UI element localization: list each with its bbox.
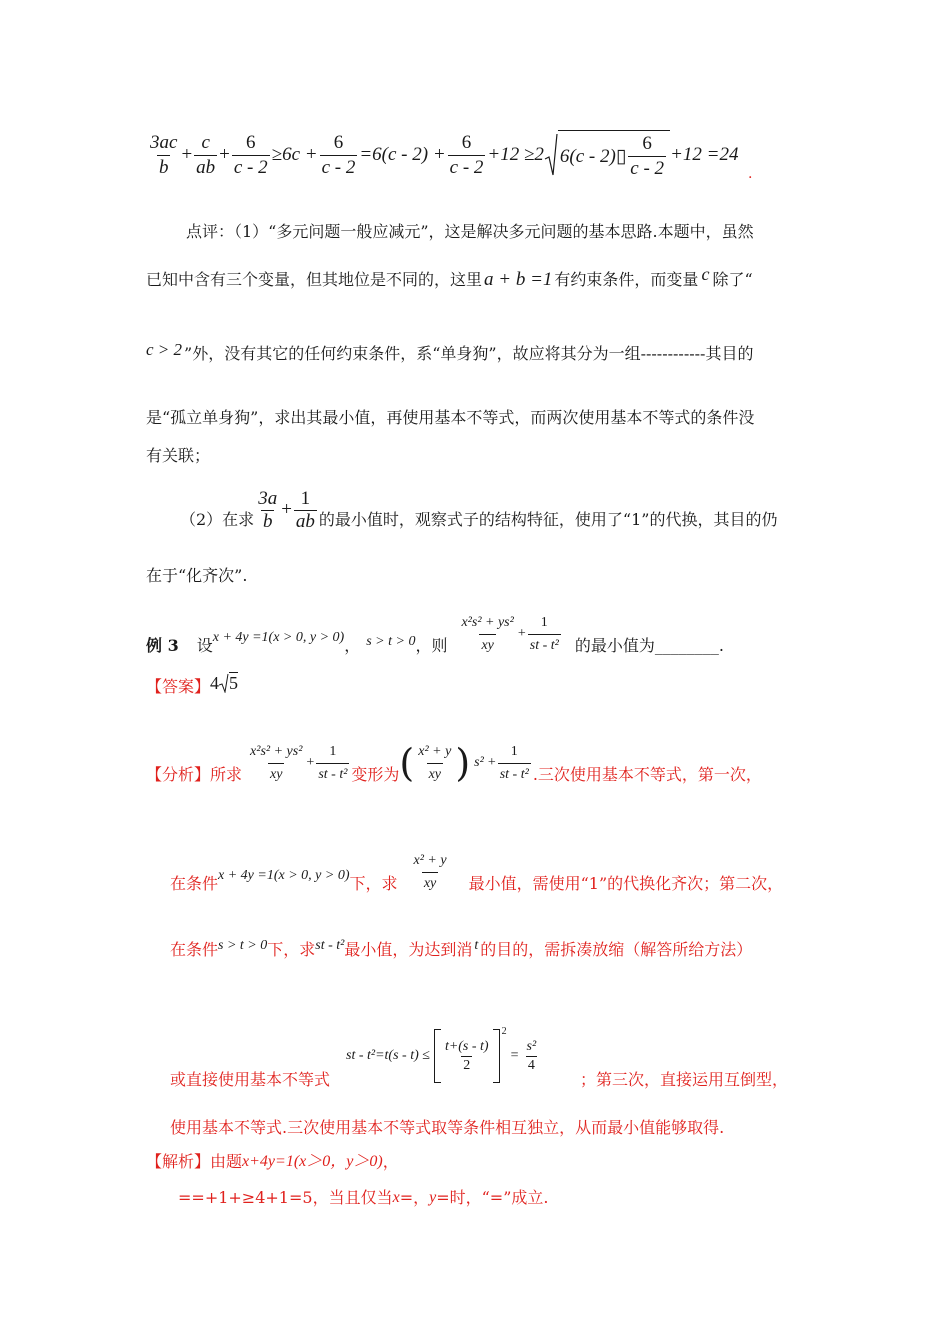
right-bracket (493, 1029, 500, 1083)
analysis-line-2: 在条件 x + 4y =1(x > 0, y > 0) 下，求 $\frac{\text{x² + y}}{xy}$ 最小值，需使用“1”的代换化齐次；第二次， (170, 852, 784, 893)
fraction: $\frac{t+(s - t)}{2}$ (444, 1038, 489, 1073)
solution-line-1: 【解析】 由题 x+4y=1(x＞0，y＞0) ， (146, 1152, 399, 1171)
example-3: 例 3 设 x + 4y =1(x > 0, y > 0) ， s > t > 0 ，则 $\frac{\text{x²s² + ys²}}{xy}$ + $\frac{1}{\text{st - t²}}$ 的最小值为________. (146, 614, 724, 655)
analysis-formula: st - t²=t(s - t) ≤ $\frac{t+(s - t)}{2}$ 2 = $\frac{\text{s²}}{4}$ (346, 1026, 540, 1086)
math-inline: x + 4y =1(x > 0, y > 0) (212, 630, 345, 645)
fraction: $\frac{3ac}{b}$ (150, 131, 178, 178)
math-inline: a + b =1 (484, 269, 553, 290)
fraction: $\frac{c}{ab}$ (196, 131, 216, 178)
radical-sign-icon (219, 673, 229, 693)
sqrt (544, 130, 670, 180)
comment-line-3: c > 2 ”外，没有其它的任何约束条件，系“单身狗”，故应将其分为一组------------其目的 (146, 340, 754, 363)
radical-sign-icon (544, 133, 558, 177)
formula-segment: +12 ≥2 (487, 144, 544, 165)
solution-line-2: ==+1+≥4+1=5，当且仅当 x =， y =时，“=”成立. (178, 1188, 549, 1207)
fraction: $\frac{1}{\text{st - t²}}$ (316, 742, 349, 785)
fraction: $\frac{6}{c - 2}$ (449, 131, 484, 178)
fraction: $\frac{6}{c - 2}$ (630, 133, 665, 179)
comment-line-6: （2）在求 $\frac{3a}{b}$ + $\frac{1}{ab}$ 的最小值时，观察式子的结构特征，使用了“1”的代换，其目的仍 (180, 487, 778, 532)
comment-line-7: 在于“化齐次”. (146, 566, 248, 585)
fraction: $\frac{6}{c - 2}$ (321, 131, 356, 178)
answer (146, 672, 239, 697)
example-label: 例 3 (146, 636, 179, 655)
top-formula: $\frac{3ac}{b}$ + $\frac{c}{ab}$ + $\frac{6}{c - 2}$ ≥6c + $\frac{6}{c - 2}$ =6(c - 2) + $\frac{6}{c - 2}$ +12 ≥2 6(c - 2)▯ $\frac{6}{c - 2}$ +12 =24 (150, 131, 739, 179)
comment-line-4: 是“孤立单身狗”，求出其最小值，再使用基本不等式，而两次使用基本不等式的条件没 (146, 408, 755, 427)
fraction: $\frac{1}{ab}$ (295, 487, 315, 532)
fraction: $\frac{1}{\text{st - t²}}$ (528, 613, 561, 656)
analysis-label: 【分析】 (146, 765, 211, 784)
analysis-line-5: 使用基本不等式.三次使用基本不等式取等条件相互独立，从而最小值能够取得. (170, 1118, 725, 1137)
fraction: $\frac{\text{x² + y}}{xy}$ (412, 851, 449, 894)
analysis-line-3: 在条件 s > t > 0 下，求 st - t² 最小值，为达到消 t 的目的，需拆凑放缩（解答所给方法） (170, 938, 753, 959)
math-inline: s > t > 0 (218, 938, 268, 953)
fraction: $\frac{6}{c - 2}$ (233, 131, 268, 178)
math-inline: x+4y=1(x＞0，y＞0) (242, 1153, 383, 1170)
fraction: $\frac{\text{x²s² + ys²}}{xy}$ (248, 742, 304, 785)
stray-dot: . (748, 166, 753, 182)
answer-value: 4 5 (210, 672, 239, 693)
analysis-line-4b: ；第三次，直接运用互倒型， (580, 1070, 789, 1089)
math-inline: t (474, 938, 479, 953)
left-bracket (434, 1029, 441, 1083)
formula-segment: ≥6c + (271, 144, 318, 165)
comment-line-5: 有关联； (146, 446, 211, 465)
math-inline: s > t > 0 (366, 634, 416, 649)
formula-segment: +12 =24 (670, 144, 739, 165)
formula-segment: =6(c - 2) + (359, 144, 446, 165)
answer-label: 【答案】 (146, 676, 211, 696)
analysis-line-1: 【分析】 所求 $\frac{\text{x²s² + ys²}}{xy}$ + $\frac{1}{\text{st - t²}}$ 变形为 ( $\frac{\text{x² + y}}{xy}$ ) s² + $\frac{1}{\text{st - t²}}$ .三次使用基本不等式，第一次， (146, 741, 762, 785)
analysis-line-4a: 或直接使用基本不等式 (170, 1070, 331, 1089)
math-inline: st - t² (315, 938, 345, 953)
comment-line-2: 已知中含有三个变量，但其地位是不同的，这里 a + b =1 有约束条件，而变量 c 除了“ (146, 264, 753, 290)
fraction: $\frac{\text{x² + y}}{xy}$ (416, 742, 453, 785)
comment-line-1: 点评：（1）“多元问题一般应减元”，这是解决多元问题的基本思路.本题中，虽然 (186, 222, 754, 241)
fraction: $\frac{1}{\text{st - t²}}$ (498, 742, 531, 785)
math-inline: x + 4y =1(x > 0, y > 0) (218, 868, 350, 883)
fraction: $\frac{\text{s²}}{4}$ (526, 1038, 537, 1073)
solution-label: 【解析】 (146, 1152, 211, 1171)
formula-segment: 6(c - 2)▯ (559, 146, 627, 167)
fraction: $\frac{\text{x²s² + ys²}}{xy}$ (459, 613, 515, 656)
fraction: $\frac{3a}{b}$ (258, 487, 278, 532)
math-inline: c (701, 264, 710, 284)
math-inline: c > 2 (146, 340, 183, 359)
